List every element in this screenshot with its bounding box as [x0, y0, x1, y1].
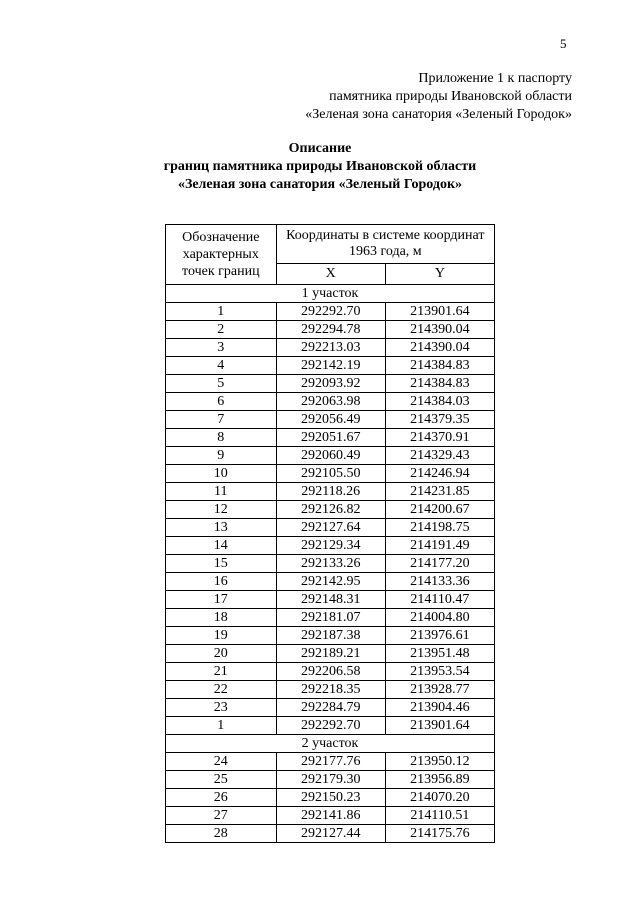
- y-cell: 213956.89: [385, 771, 494, 789]
- title-line: «Зеленая зона санатория «Зеленый Городок»: [177, 177, 463, 192]
- document-title: [0, 140, 640, 194]
- x-cell: 292129.34: [276, 537, 385, 555]
- table-row: [166, 375, 495, 393]
- appendix-note: [305, 70, 572, 124]
- point-cell: 1: [166, 303, 277, 321]
- x-cell: 292127.64: [276, 519, 385, 537]
- table-row: [166, 447, 495, 465]
- header-y: Y: [385, 263, 494, 284]
- point-cell: 23: [166, 699, 277, 717]
- y-cell: 214110.47: [385, 591, 494, 609]
- table-row: [166, 699, 495, 717]
- point-cell: 8: [166, 429, 277, 447]
- point-cell: 6: [166, 393, 277, 411]
- x-cell: 292051.67: [276, 429, 385, 447]
- table-body: [166, 285, 495, 843]
- table-row: [166, 483, 495, 501]
- point-cell: 26: [166, 789, 277, 807]
- y-cell: 214379.35: [385, 411, 494, 429]
- y-cell: 213951.48: [385, 645, 494, 663]
- point-cell: 25: [166, 771, 277, 789]
- table-row: [166, 681, 495, 699]
- point-cell: 15: [166, 555, 277, 573]
- section-label: 1 участок: [166, 285, 495, 303]
- x-cell: 292063.98: [276, 393, 385, 411]
- y-cell: 214175.76: [385, 825, 494, 843]
- coordinates-table: [165, 224, 495, 843]
- appendix-line: памятника природы Ивановской области: [329, 89, 572, 104]
- y-cell: 214370.91: [385, 429, 494, 447]
- point-cell: 17: [166, 591, 277, 609]
- point-cell: 18: [166, 609, 277, 627]
- x-cell: 292056.49: [276, 411, 385, 429]
- table-row: [166, 627, 495, 645]
- table-row: [166, 303, 495, 321]
- point-cell: 20: [166, 645, 277, 663]
- table-row: [166, 465, 495, 483]
- x-cell: 292292.70: [276, 717, 385, 735]
- point-cell: 9: [166, 447, 277, 465]
- table-row: [166, 663, 495, 681]
- x-cell: 292218.35: [276, 681, 385, 699]
- x-cell: 292060.49: [276, 447, 385, 465]
- y-cell: 214384.03: [385, 393, 494, 411]
- y-cell: 214070.20: [385, 789, 494, 807]
- point-cell: 16: [166, 573, 277, 591]
- y-cell: 214198.75: [385, 519, 494, 537]
- table-row: [166, 339, 495, 357]
- y-cell: 214384.83: [385, 375, 494, 393]
- y-cell: 214133.36: [385, 573, 494, 591]
- table-row: [166, 555, 495, 573]
- point-cell: 19: [166, 627, 277, 645]
- table-row: [166, 645, 495, 663]
- y-cell: 213904.46: [385, 699, 494, 717]
- point-cell: 24: [166, 753, 277, 771]
- y-cell: 213950.12: [385, 753, 494, 771]
- x-cell: 292284.79: [276, 699, 385, 717]
- x-cell: 292206.58: [276, 663, 385, 681]
- header-point-designation: Обозначение характерных точек границ: [166, 225, 277, 285]
- point-cell: 10: [166, 465, 277, 483]
- y-cell: 214390.04: [385, 321, 494, 339]
- point-cell: 5: [166, 375, 277, 393]
- point-cell: 7: [166, 411, 277, 429]
- y-cell: 213953.54: [385, 663, 494, 681]
- table-row: [166, 591, 495, 609]
- x-cell: 292118.26: [276, 483, 385, 501]
- y-cell: 214390.04: [385, 339, 494, 357]
- point-cell: 22: [166, 681, 277, 699]
- table-row: [166, 753, 495, 771]
- point-cell: 3: [166, 339, 277, 357]
- table-row: [166, 789, 495, 807]
- y-cell: 214200.67: [385, 501, 494, 519]
- x-cell: 292141.86: [276, 807, 385, 825]
- y-cell: 214329.43: [385, 447, 494, 465]
- x-cell: 292189.21: [276, 645, 385, 663]
- header-x: X: [276, 263, 385, 284]
- x-cell: 292294.78: [276, 321, 385, 339]
- point-cell: 28: [166, 825, 277, 843]
- appendix-line: «Зеленая зона санатория «Зеленый Городок»: [305, 107, 572, 122]
- x-cell: 292292.70: [276, 303, 385, 321]
- point-cell: 4: [166, 357, 277, 375]
- table-row: [166, 609, 495, 627]
- x-cell: 292105.50: [276, 465, 385, 483]
- title-line: границ памятника природы Ивановской области: [163, 159, 477, 174]
- x-cell: 292177.76: [276, 753, 385, 771]
- table-row: [166, 411, 495, 429]
- y-cell: 214191.49: [385, 537, 494, 555]
- x-cell: 292127.44: [276, 825, 385, 843]
- x-cell: 292148.31: [276, 591, 385, 609]
- page-number: 5: [560, 36, 567, 51]
- point-cell: 2: [166, 321, 277, 339]
- x-cell: 292142.19: [276, 357, 385, 375]
- table-row: [166, 501, 495, 519]
- table-row: [166, 573, 495, 591]
- y-cell: 214231.85: [385, 483, 494, 501]
- y-cell: 213928.77: [385, 681, 494, 699]
- point-cell: 21: [166, 663, 277, 681]
- table-row: [166, 429, 495, 447]
- point-cell: 27: [166, 807, 277, 825]
- table-row: [166, 825, 495, 843]
- table-row: [166, 357, 495, 375]
- x-cell: 292150.23: [276, 789, 385, 807]
- section-row: [166, 285, 495, 303]
- table-row: [166, 537, 495, 555]
- x-cell: 292133.26: [276, 555, 385, 573]
- point-cell: 12: [166, 501, 277, 519]
- x-cell: 292142.95: [276, 573, 385, 591]
- y-cell: 213901.64: [385, 303, 494, 321]
- table-row: [166, 771, 495, 789]
- table-row: [166, 393, 495, 411]
- y-cell: 213901.64: [385, 717, 494, 735]
- y-cell: 214246.94: [385, 465, 494, 483]
- table-row: [166, 807, 495, 825]
- section-row: [166, 735, 495, 753]
- x-cell: 292179.30: [276, 771, 385, 789]
- x-cell: 292213.03: [276, 339, 385, 357]
- point-cell: 14: [166, 537, 277, 555]
- x-cell: 292126.82: [276, 501, 385, 519]
- point-cell: 1: [166, 717, 277, 735]
- point-cell: 13: [166, 519, 277, 537]
- y-cell: 214384.83: [385, 357, 494, 375]
- table-row: [166, 519, 495, 537]
- table-row: [166, 321, 495, 339]
- x-cell: 292187.38: [276, 627, 385, 645]
- y-cell: 214004.80: [385, 609, 494, 627]
- y-cell: 214177.20: [385, 555, 494, 573]
- title-line: Описание: [288, 141, 352, 156]
- table-row: [166, 717, 495, 735]
- x-cell: 292093.92: [276, 375, 385, 393]
- y-cell: 214110.51: [385, 807, 494, 825]
- y-cell: 213976.61: [385, 627, 494, 645]
- appendix-line: Приложение 1 к паспорту: [418, 71, 572, 86]
- point-cell: 11: [166, 483, 277, 501]
- section-label: 2 участок: [166, 735, 495, 753]
- header-coordinates: Координаты в системе координат 1963 года, м: [276, 225, 494, 264]
- x-cell: 292181.07: [276, 609, 385, 627]
